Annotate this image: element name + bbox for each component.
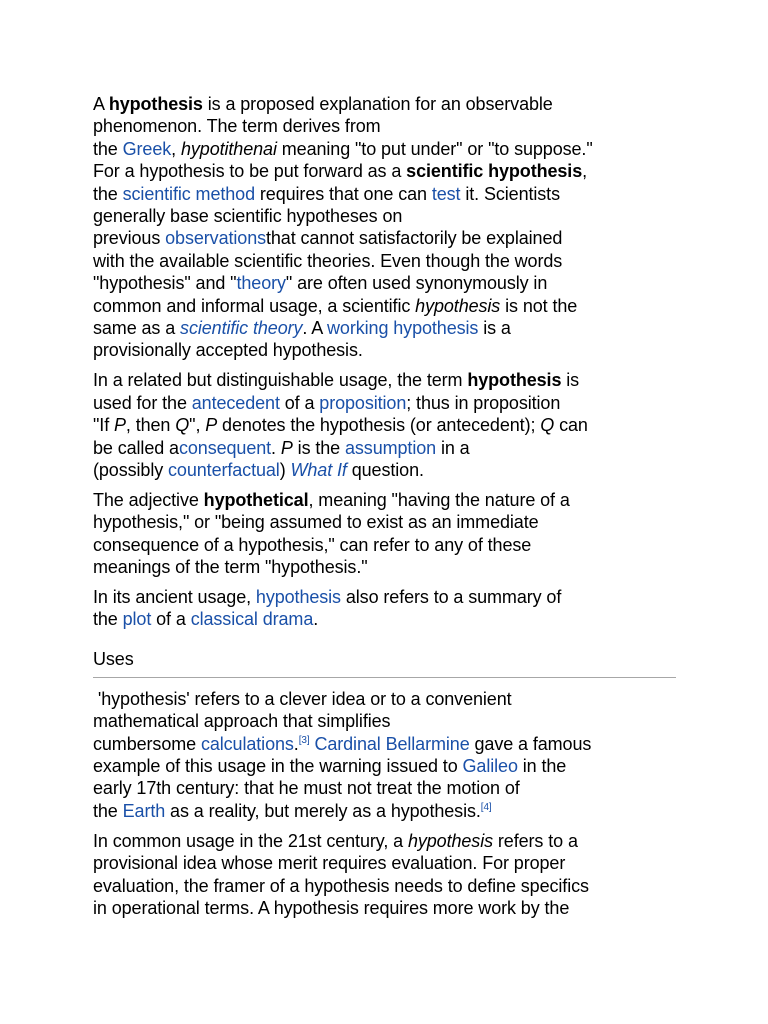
text: ; thus in proposition	[406, 392, 561, 413]
text: cumbersome	[93, 733, 201, 754]
text: is	[561, 370, 580, 391]
text: the	[93, 138, 123, 159]
italic-variable: Q	[540, 415, 555, 436]
link-plot[interactable]: plot	[122, 609, 152, 630]
text: In common usage in the 21st century, a	[93, 830, 408, 851]
italic-variable: P	[114, 415, 126, 436]
text: "hypothesis" and "	[93, 273, 237, 294]
italic-term-hypothesis: hypothesis	[407, 830, 494, 851]
text: is not the	[500, 295, 578, 316]
link-working-hypothesis[interactable]: working hypothesis	[327, 318, 479, 339]
text: , meaning "having the nature of a	[308, 489, 570, 510]
text: " are often used synonymously in	[285, 273, 548, 294]
text: .	[313, 609, 319, 630]
text: In its ancient usage,	[93, 587, 256, 608]
text: is the	[292, 437, 345, 458]
link-galileo[interactable]: Galileo	[462, 756, 518, 777]
text: previous	[93, 228, 166, 249]
bold-term-hypothetical: hypothetical	[203, 489, 309, 510]
text: provisional idea whose merit requires evaluation. For proper	[93, 853, 566, 874]
text: gave a famous	[469, 733, 592, 754]
italic-term-hypotithenai: hypotithenai	[180, 138, 277, 159]
text: consequence of a hypothesis," can refer to any of these	[93, 534, 532, 555]
link-text: What If	[290, 460, 347, 480]
link-what-if[interactable]	[291, 460, 347, 480]
bold-term-scientific-hypothesis: scientific hypothesis	[406, 161, 583, 182]
section-heading-uses: Uses	[93, 648, 134, 669]
text: the	[93, 609, 123, 630]
paragraph-common-usage	[93, 830, 693, 920]
text: example of this usage in the warning issued to	[93, 756, 463, 777]
text: evaluation, the framer of a hypothesis needs to define specifics	[93, 875, 589, 896]
text: that cannot satisfactorily be explained	[266, 228, 563, 249]
text: is a proposed explanation for an observable	[202, 94, 553, 114]
paragraph-uses	[93, 688, 693, 822]
text: phenomenon. The term derives from	[93, 116, 381, 137]
link-antecedent[interactable]: antecedent	[191, 392, 280, 413]
link-classical-drama[interactable]: classical drama	[190, 609, 314, 630]
link-counterfactual[interactable]: counterfactual	[168, 460, 280, 480]
text: In a related but distinguishable usage, the term	[93, 370, 468, 391]
italic-variable: Q	[175, 415, 190, 436]
text: , then	[125, 415, 176, 436]
link-earth[interactable]: Earth	[122, 800, 166, 821]
text: )	[279, 460, 291, 480]
text: in the	[517, 756, 567, 777]
link-calculations[interactable]: calculations	[200, 733, 294, 754]
link-hypothesis[interactable]: hypothesis	[255, 587, 341, 608]
text: ",	[189, 415, 206, 436]
text: same as a	[93, 318, 181, 339]
text: ,	[582, 161, 588, 182]
text: in operational terms. A hypothesis requires more work by the	[93, 898, 570, 918]
text: provisionally accepted hypothesis.	[93, 340, 363, 361]
text: the	[93, 183, 123, 204]
link-scientific-theory[interactable]	[180, 318, 302, 338]
text: .	[271, 437, 281, 458]
link-theory[interactable]: theory	[236, 273, 286, 294]
text: ,	[171, 138, 181, 159]
text: meanings of the term "hypothesis."	[93, 557, 368, 578]
link-proposition[interactable]: proposition	[319, 392, 407, 413]
paragraph-adjective	[93, 489, 693, 579]
text: "If	[93, 415, 114, 436]
text: also refers to a summary of	[340, 587, 562, 608]
link-scientific-method[interactable]: scientific method	[122, 183, 255, 204]
text: of a	[151, 609, 191, 630]
text: The adjective	[93, 489, 204, 510]
text: common and informal usage, a scientific	[93, 295, 416, 316]
paragraph-logic-usage	[93, 369, 693, 481]
text: For a hypothesis to be put forward as a	[93, 161, 407, 182]
link-observations[interactable]: observations	[165, 228, 266, 249]
italic-term-hypothesis: hypothesis	[415, 295, 501, 316]
italic-variable: P	[280, 437, 293, 458]
text: 'hypothesis' refers to a clever idea or to a convenient	[93, 688, 512, 709]
bold-term-hypothesis: hypothesis	[467, 370, 562, 391]
text: refers to a	[493, 830, 578, 851]
text: of a	[279, 392, 320, 413]
text: hypothesis," or "being assumed to exist as an immediate	[93, 512, 539, 533]
text: as a reality, but merely as a hypothesis.	[165, 800, 481, 821]
text: requires that one can	[255, 183, 432, 204]
text: used for the	[93, 392, 192, 413]
section-divider	[93, 677, 676, 678]
link-text: scientific theory	[180, 318, 303, 339]
text: (possibly	[93, 460, 169, 480]
link-consequent[interactable]: consequent	[178, 437, 272, 458]
citation-ref-3[interactable]: [3]	[298, 734, 310, 746]
text: . A	[302, 318, 328, 339]
text: in a	[436, 437, 470, 458]
text: early 17th century: that he must not treat the motion of	[93, 778, 520, 799]
text: generally base scientific hypotheses on	[93, 206, 403, 227]
link-test[interactable]: test	[431, 183, 461, 204]
text: be called a	[93, 437, 179, 458]
link-cardinal-bellarmine[interactable]: Cardinal Bellarmine	[314, 733, 470, 754]
link-assumption[interactable]: assumption	[345, 437, 437, 458]
text: .	[293, 733, 299, 754]
article-body	[93, 93, 693, 927]
paragraph-ancient-usage	[93, 586, 693, 631]
text: A	[93, 94, 109, 114]
text: with the available scientific theories. Even though the words	[93, 250, 563, 271]
bold-term-hypothesis: hypothesis	[108, 94, 203, 114]
text: is a	[478, 318, 511, 339]
text: it. Scientists	[460, 183, 560, 204]
citation-ref-4[interactable]: [4]	[480, 801, 492, 813]
italic-variable: P	[205, 415, 218, 436]
paragraph-definition	[93, 93, 693, 362]
text: mathematical approach that simplifies	[93, 711, 391, 732]
text: the	[93, 800, 123, 821]
text: question.	[346, 460, 424, 480]
link-greek[interactable]: Greek	[122, 138, 172, 159]
text: can	[554, 415, 588, 436]
text: denotes the hypothesis (or antecedent);	[217, 415, 541, 436]
text: meaning "to put under" or "to suppose."	[276, 138, 593, 159]
